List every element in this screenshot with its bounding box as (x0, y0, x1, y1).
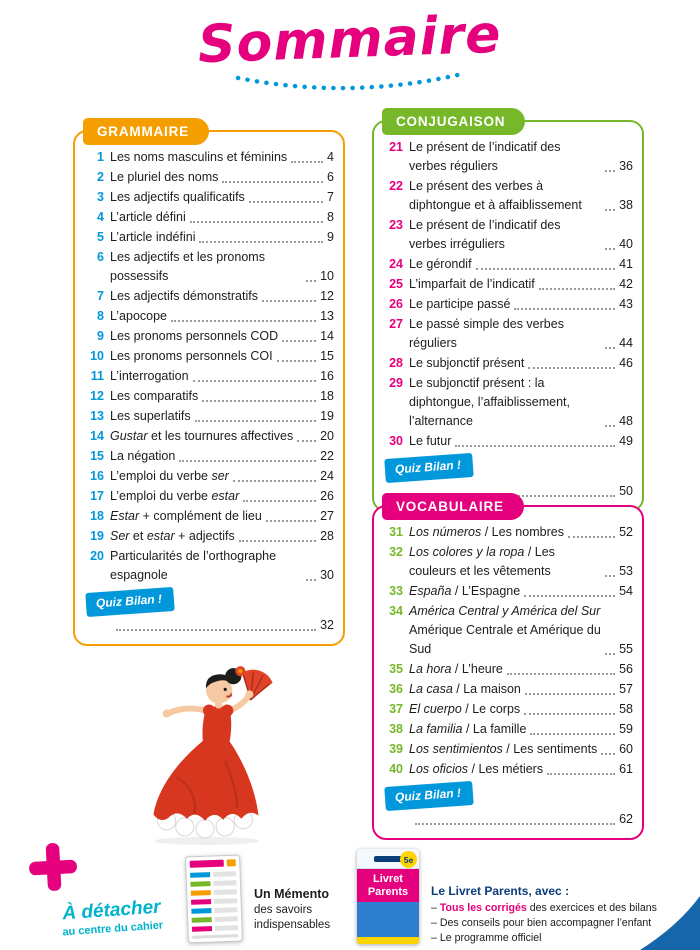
toc-item-title: Los oficios / Les métiers (409, 762, 544, 776)
toc-item (383, 275, 633, 294)
toc-item-page: 55 (619, 642, 633, 656)
detach-note-subtitle: au centre du cahier (62, 919, 164, 939)
toc-item (383, 523, 633, 542)
toc-item-number: 8 (97, 309, 104, 323)
quiz-bilan-page-row (383, 810, 633, 829)
toc-item (383, 720, 633, 739)
quiz-bilan-row (385, 784, 633, 808)
toc-item-title: L’apocope (110, 309, 168, 323)
toc-item-title: L’article défini (110, 210, 186, 224)
memento-thumbnail (184, 854, 243, 944)
toc-item-title: La négation (110, 449, 176, 463)
livret-cover-title (357, 869, 419, 902)
livret-points (431, 901, 673, 946)
livret-description (431, 884, 673, 946)
toc-item-title: Les pronoms personnels COD (110, 329, 279, 343)
toc-item-number: 12 (90, 389, 104, 403)
toc-item-title: Le présent de l’indicatif des verbes réguliers (409, 140, 561, 173)
toc-item (383, 374, 633, 431)
dotted-leader (547, 773, 615, 775)
toc-item-title: América Central y América del Sur Amérique Centrale et Amérique du Sud (409, 604, 601, 656)
toc-item-page: 43 (619, 297, 633, 311)
livret-cover-title-line1: Livret (373, 873, 403, 885)
toc-item-page: 13 (320, 309, 334, 323)
toc-item-title: Les superlatifs (110, 409, 191, 423)
dotted-leader (193, 380, 317, 382)
toc-item-page: 14 (320, 329, 334, 343)
toc-item-number: 3 (97, 190, 104, 204)
livret-cover-title-line2: Parents (367, 885, 409, 898)
toc-item-title: Particularités de l’orthographe espagnole (110, 549, 277, 582)
title-underline-dots-decoration (230, 70, 470, 96)
toc-item-title: El cuerpo / Le corps (409, 702, 521, 716)
toc-item-number: 32 (389, 545, 403, 559)
toc-item-page: 53 (619, 564, 633, 578)
toc-item (383, 138, 633, 176)
memento-caption-rest: des savoirs indispensables (254, 904, 331, 932)
toc-item (84, 347, 334, 366)
toc-item-title: L’emploi du verbe estar (110, 489, 240, 503)
toc-item (84, 188, 334, 207)
toc-item-number: 37 (389, 702, 403, 716)
toc-item-page: 58 (619, 702, 633, 716)
toc-item (84, 507, 334, 526)
toc-item (84, 547, 334, 585)
toc-item-page: 44 (619, 336, 633, 350)
dotted-leader (605, 170, 615, 172)
dotted-leader (291, 161, 323, 163)
toc-item-number: 11 (90, 369, 104, 383)
toc-item-page: 62 (619, 812, 633, 826)
toc-item-number: 24 (389, 257, 403, 271)
toc-item-number: 28 (389, 356, 403, 370)
toc-item-page: 56 (619, 662, 633, 676)
toc-item-number: 14 (90, 429, 104, 443)
section-grammaire (73, 124, 345, 646)
toc-item (84, 407, 334, 426)
dotted-leader (514, 308, 615, 310)
toc-item (383, 680, 633, 699)
toc-item-number: 20 (90, 549, 104, 563)
toc-item-page: 16 (320, 369, 334, 383)
section-tab-label: GRAMMAIRE (97, 124, 189, 139)
dotted-leader (239, 540, 316, 542)
dotted-leader (116, 629, 316, 631)
toc-item-page: 18 (320, 389, 334, 403)
toc-item-title: Le passé simple des verbes réguliers (409, 317, 564, 350)
toc-item-number: 13 (90, 409, 104, 423)
toc-item-page: 40 (619, 237, 633, 251)
toc-list-conjugaison (383, 138, 633, 501)
dotted-leader (306, 280, 316, 282)
toc-item (84, 367, 334, 386)
quiz-bilan-page-row (84, 616, 334, 635)
livret-parents-cover (357, 849, 419, 944)
toc-item (84, 427, 334, 446)
livret-point: – Tous les corrigés des exercices et des bilans (431, 902, 657, 914)
dotted-leader (605, 425, 615, 427)
toc-item-page: 42 (619, 277, 633, 291)
toc-item-title: Le subjonctif présent (409, 356, 525, 370)
toc-item (383, 432, 633, 451)
dotted-leader (524, 713, 615, 715)
section-vocabulaire-header (382, 493, 524, 520)
toc-item-number: 39 (389, 742, 403, 756)
toc-item (383, 700, 633, 719)
livret-point: – Le programme officiel (431, 932, 542, 945)
toc-item-title: Le futur (409, 434, 452, 448)
toc-item-page: 48 (619, 414, 633, 428)
toc-item (383, 216, 633, 254)
dotted-leader (524, 595, 615, 597)
grade-badge: 5e (400, 851, 417, 868)
toc-item-page: 57 (619, 682, 633, 696)
dotted-leader (605, 248, 615, 250)
dotted-leader (199, 241, 323, 243)
dotted-leader (266, 520, 316, 522)
quiz-bilan-badge: Quiz Bilan ! (85, 587, 174, 617)
toc-item-number: 33 (389, 584, 403, 598)
dotted-leader (249, 201, 323, 203)
toc-item-title: Le présent des verbes à diphtongue et à affaiblissement (409, 179, 582, 212)
toc-item-page: 28 (320, 529, 334, 543)
section-tab-label: CONJUGAISON (396, 114, 506, 129)
toc-item (383, 602, 633, 659)
section-tab-label: VOCABULAIRE (396, 499, 504, 514)
toc-item-title: Les comparatifs (110, 389, 199, 403)
dotted-leader (528, 367, 615, 369)
dotted-leader (190, 221, 323, 223)
livret-cover-bottom-strip (357, 937, 419, 944)
toc-item-title: Gustar et les tournures affectives (110, 429, 294, 443)
memento-caption-bold: Un Mémento (254, 887, 329, 901)
dotted-leader (282, 340, 316, 342)
page-title: Sommaire (197, 4, 503, 76)
toc-item (383, 740, 633, 759)
toc-item-page: 52 (619, 525, 633, 539)
dotted-leader (476, 268, 616, 270)
toc-item-number: 9 (97, 329, 104, 343)
dotted-leader (507, 673, 615, 675)
toc-item-page: 15 (320, 349, 334, 363)
toc-item-page: 12 (320, 289, 334, 303)
toc-item-page: 27 (320, 509, 334, 523)
toc-item (383, 760, 633, 779)
dotted-leader (568, 536, 615, 538)
dotted-leader (243, 500, 316, 502)
toc-item (84, 228, 334, 247)
toc-item (84, 287, 334, 306)
livret-point: – Des conseils pour bien accompagner l’enfant (431, 917, 652, 930)
toc-item-page: 49 (619, 434, 633, 448)
toc-item-number: 31 (389, 525, 403, 539)
toc-item-title: España / L’Espagne (409, 584, 521, 598)
publisher-logo (374, 856, 402, 862)
page-corner-decoration (640, 896, 700, 950)
dotted-leader (202, 400, 316, 402)
detach-note-title: À détacher (61, 896, 162, 925)
dotted-leader (530, 733, 615, 735)
toc-item-title: Les noms masculins et féminins (110, 150, 288, 164)
toc-item-number: 25 (389, 277, 403, 291)
toc-item-number: 35 (389, 662, 403, 676)
toc-item-number: 7 (97, 289, 104, 303)
toc-item-number: 29 (389, 376, 403, 390)
dotted-leader (297, 440, 316, 442)
toc-item (383, 582, 633, 601)
toc-item (84, 208, 334, 227)
dotted-leader (605, 653, 615, 655)
toc-item-page: 7 (327, 190, 334, 204)
toc-item-page: 22 (320, 449, 334, 463)
toc-item-title: Les adjectifs et les pronoms possessifs (110, 250, 265, 283)
toc-item-page: 50 (619, 484, 633, 498)
toc-item (383, 315, 633, 353)
quiz-bilan-row (86, 590, 334, 614)
flamenco-dancer-illustration (136, 656, 278, 848)
toc-item (84, 307, 334, 326)
toc-item-number: 22 (389, 179, 403, 193)
toc-item-title: L’emploi du verbe ser (110, 469, 229, 483)
toc-item (383, 660, 633, 679)
toc-item-page: 9 (327, 230, 334, 244)
toc-item-number: 18 (90, 509, 104, 523)
toc-item-number: 15 (90, 449, 104, 463)
dotted-leader (539, 288, 615, 290)
dotted-leader (262, 300, 316, 302)
toc-item-number: 16 (90, 469, 104, 483)
plus-icon (26, 840, 80, 894)
toc-item-title: La familia / La famille (409, 722, 527, 736)
toc-item-page: 20 (320, 429, 334, 443)
toc-item-title: Les pronoms personnels COI (110, 349, 273, 363)
memento-caption (254, 886, 342, 933)
dotted-leader (179, 460, 316, 462)
toc-item (84, 248, 334, 286)
toc-item-title: L’imparfait de l’indicatif (409, 277, 535, 291)
toc-item-title: Estar + complément de lieu (110, 509, 262, 523)
toc-item (383, 543, 633, 581)
toc-item-number: 36 (389, 682, 403, 696)
toc-item-title: L’article indéfini (110, 230, 196, 244)
toc-item-number: 27 (389, 317, 403, 331)
toc-item-number: 30 (389, 434, 403, 448)
dotted-leader (601, 753, 615, 755)
toc-item-title: Le pluriel des noms (110, 170, 219, 184)
toc-item-title: Ser et estar + adjectifs (110, 529, 235, 543)
section-conjugaison-header (382, 108, 525, 135)
toc-item-number: 6 (97, 250, 104, 264)
toc-item-number: 40 (389, 762, 403, 776)
toc-item-page: 36 (619, 159, 633, 173)
toc-list-vocabulaire (383, 523, 633, 829)
toc-item-number: 17 (90, 489, 104, 503)
toc-item-page: 54 (619, 584, 633, 598)
toc-item-number: 21 (389, 140, 403, 154)
detach-note (21, 894, 203, 941)
toc-item (84, 168, 334, 187)
dotted-leader (605, 209, 615, 211)
toc-item-title: La casa / La maison (409, 682, 521, 696)
toc-item-title: L’interrogation (110, 369, 189, 383)
toc-item-page: 46 (619, 356, 633, 370)
toc-item-title: Los números / Les nombres (409, 525, 564, 539)
dotted-leader (277, 360, 317, 362)
livret-heading: Le Livret Parents, avec : (431, 884, 570, 898)
toc-item-page: 59 (619, 722, 633, 736)
toc-item-page: 60 (619, 742, 633, 756)
toc-item-title: Le gérondif (409, 257, 472, 271)
toc-item-title: Le participe passé (409, 297, 511, 311)
toc-item-number: 38 (389, 722, 403, 736)
dotted-leader (171, 320, 316, 322)
toc-item-number: 4 (97, 210, 104, 224)
section-grammaire-header (83, 118, 209, 145)
section-vocabulaire (372, 499, 644, 840)
dotted-leader (306, 579, 316, 581)
dotted-leader (415, 823, 615, 825)
toc-item (383, 255, 633, 274)
toc-item-page: 10 (320, 269, 334, 283)
toc-item-page: 19 (320, 409, 334, 423)
toc-item (84, 327, 334, 346)
toc-item (84, 148, 334, 167)
toc-item-number: 23 (389, 218, 403, 232)
toc-item-number: 34 (389, 604, 403, 618)
dotted-leader (195, 420, 316, 422)
toc-item (84, 387, 334, 406)
dotted-leader (605, 347, 615, 349)
toc-item (84, 467, 334, 486)
toc-item-page: 6 (327, 170, 334, 184)
dotted-leader (605, 575, 615, 577)
dotted-leader (525, 693, 615, 695)
quiz-bilan-badge: Quiz Bilan ! (384, 453, 473, 483)
toc-item (84, 447, 334, 466)
toc-item-title: Le présent de l’indicatif des verbes irréguliers (409, 218, 561, 251)
toc-item-page: 8 (327, 210, 334, 224)
toc-item-title: Los sentimientos / Les sentiments (409, 742, 598, 756)
toc-item-number: 1 (97, 150, 104, 164)
toc-item (383, 177, 633, 215)
dotted-leader (233, 480, 316, 482)
toc-item-page: 30 (320, 568, 334, 582)
toc-item-number: 10 (90, 349, 104, 363)
toc-item-page: 4 (327, 150, 334, 164)
toc-item (383, 295, 633, 314)
toc-item-number: 26 (389, 297, 403, 311)
toc-item-page: 26 (320, 489, 334, 503)
toc-item-page: 38 (619, 198, 633, 212)
toc-item-title: La hora / L’heure (409, 662, 503, 676)
toc-item (84, 487, 334, 506)
dotted-leader (455, 445, 615, 447)
toc-list-grammaire (84, 148, 334, 635)
toc-item-page: 41 (619, 257, 633, 271)
page-header (0, 4, 700, 96)
toc-item-number: 2 (97, 170, 104, 184)
toc-item-title: Les adjectifs qualificatifs (110, 190, 245, 204)
quiz-bilan-badge: Quiz Bilan ! (384, 781, 473, 811)
quiz-bilan-row (385, 456, 633, 480)
section-conjugaison (372, 114, 644, 512)
dotted-leader (222, 181, 323, 183)
toc-item-page: 61 (619, 762, 633, 776)
toc-item-title: Les adjectifs démonstratifs (110, 289, 258, 303)
toc-item (383, 354, 633, 373)
toc-item-page: 32 (320, 618, 334, 632)
toc-item-title: Le subjonctif présent : la diphtongue, l’affaiblissement, l’alternance (409, 376, 570, 428)
toc-item-page: 24 (320, 469, 334, 483)
toc-item (84, 527, 334, 546)
toc-item-number: 5 (97, 230, 104, 244)
toc-item-number: 19 (90, 529, 104, 543)
toc-item-title: Los colores y la ropa / Les couleurs et les vêtements (409, 545, 555, 578)
